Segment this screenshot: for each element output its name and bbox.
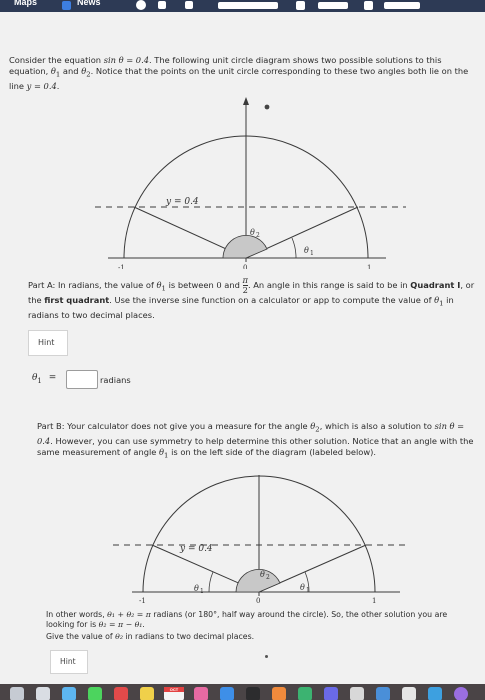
safari-icon[interactable] [62, 687, 76, 700]
line-label: y = 0.4 [166, 197, 199, 207]
intro-text: and [60, 66, 82, 76]
give-value-text: in radians to two decimal places. [122, 632, 255, 641]
theta1-symbol: θ [50, 66, 56, 76]
equation: sin θ = 0.4 [37, 421, 465, 446]
tab-maps[interactable]: Maps [14, 0, 38, 7]
launchpad-icon[interactable] [36, 687, 50, 700]
messages-icon[interactable] [88, 687, 102, 700]
photos-icon[interactable] [194, 687, 208, 700]
part-a-text: . Use the inverse sine function on a calculator or app to compute the value of [109, 295, 435, 305]
part-a-text: Part A: In radians, the value of [28, 280, 157, 290]
app-icon [364, 1, 373, 10]
intro-text: . Notice that the points on the unit circle corresponding to these two angles both lie on the line [9, 66, 469, 91]
line-label: y = 0.4 [180, 544, 213, 554]
app-icon[interactable] [402, 687, 416, 700]
tab-news[interactable]: News [77, 0, 101, 7]
hint-button[interactable] [28, 330, 68, 356]
cursor-dot [265, 655, 268, 658]
theta1-subscript: 1 [306, 587, 310, 594]
app-icon [185, 1, 193, 9]
app-icon[interactable] [376, 687, 390, 700]
unit-label: radians [100, 375, 131, 385]
part-b-text: . However, you can use symmetry to help determine this other solution. Notice that an angle with the same measurement of angle [37, 435, 474, 457]
tick-label-zero: 0 [256, 597, 261, 605]
subscript: 2 [315, 425, 320, 434]
give-value-paragraph [46, 632, 476, 642]
tick-label-one: 1 [372, 597, 377, 605]
theta1-subscript: 1 [310, 250, 314, 257]
intro-paragraph [9, 55, 479, 92]
intro-text: Consider the equation [9, 55, 104, 65]
sum-equation: θ₁ + θ₂ = π [107, 610, 151, 619]
theta2-angle-arc [236, 569, 280, 592]
cursor-dot [265, 105, 270, 110]
equals-sign: = [48, 373, 57, 383]
homework-page [0, 12, 485, 684]
theta1-symbol: θ [159, 446, 165, 457]
equation: sin θ = 0.4 [103, 55, 149, 65]
tick-label-zero: 0 [243, 264, 248, 269]
app-label [384, 2, 420, 9]
part-b-paragraph [37, 421, 477, 461]
theta1-answer-input[interactable] [66, 370, 98, 389]
part-a-text: . An angle in this range is said to be in [247, 280, 408, 290]
part-a-text: , or the [28, 280, 475, 305]
calendar-month: OCT [164, 687, 184, 692]
tick-label-neg-one: -1 [139, 597, 146, 605]
theta1-symbol: θ [32, 373, 38, 383]
part-b-text: , which is also a solution to [319, 421, 435, 431]
app-icon[interactable] [428, 687, 442, 700]
theta1-symbol: θ [156, 280, 162, 290]
app-icon[interactable] [114, 687, 128, 700]
theta1-symbol: θ [434, 295, 440, 305]
theta1-mirror-label: θ [194, 584, 199, 593]
finder-icon[interactable] [10, 687, 24, 700]
app-icon[interactable] [272, 687, 286, 700]
app-icon[interactable] [350, 687, 364, 700]
denominator: 2 [242, 285, 248, 295]
notes-icon[interactable] [140, 687, 154, 700]
app-store-icon[interactable] [220, 687, 234, 700]
theta1-subscript: 1 [200, 588, 204, 595]
subscript: 1 [164, 451, 169, 460]
app-dock [0, 684, 485, 700]
subscript: 1 [37, 376, 42, 385]
part-a-text: is between [165, 280, 217, 290]
pi-symbol: π [242, 275, 248, 285]
part-a-paragraph [28, 276, 478, 321]
part-b-text: Part B: Your calculator does not give you a measure for the angle [37, 421, 311, 431]
theta2-symbol: θ [310, 421, 316, 431]
app-icon [136, 0, 146, 10]
browser-tab-bar [0, 0, 485, 12]
other-words-paragraph [46, 610, 476, 630]
part-a-text: and [221, 280, 243, 290]
unit-circle-diagram-labeled [110, 472, 430, 607]
give-value-text: Give the value of [46, 632, 116, 641]
subscript: 1 [55, 70, 61, 79]
subscript: 1 [439, 299, 444, 308]
difference-equation: θ₂ = π − θ₁ [98, 620, 143, 629]
app-label [318, 2, 348, 9]
intro-text: . [56, 80, 60, 91]
subscript: 1 [161, 284, 166, 293]
hint-button[interactable] [50, 650, 88, 674]
part-b-text: is on the left side of the diagram (labeled below). [168, 446, 377, 457]
quadrant-term: Quadrant I [410, 280, 461, 290]
theta1-label: θ [300, 583, 305, 592]
app-label [218, 2, 278, 9]
app-icon[interactable] [324, 687, 338, 700]
theta2-symbol: θ [81, 66, 87, 76]
part-a-text: in radians to two decimal places. [28, 295, 454, 320]
other-words-text: radians (or 180°, half way around the circle). So, the other solution you are looking for is [46, 610, 448, 629]
other-words-text: In other words, [46, 610, 108, 619]
app-icon [158, 1, 166, 9]
theta2-subscript: 2 [256, 232, 260, 239]
news-app-icon [62, 1, 71, 10]
tick-label-one: 1 [367, 264, 372, 269]
subscript: 2 [86, 70, 91, 79]
first-quadrant-term: first quadrant [44, 295, 110, 305]
theta2-symbol: θ₂ [115, 632, 123, 641]
other-words-text: . [142, 620, 145, 629]
theta2-label: θ [260, 570, 265, 579]
hint-label: Hint [38, 338, 55, 347]
intro-text: . The following unit circle diagram shows two possible solutions to this equation, [9, 55, 442, 76]
y-axis-arrow [243, 97, 249, 105]
app-icon [296, 1, 305, 10]
line-equation: y = 0.4 [26, 80, 57, 91]
calendar-icon[interactable] [164, 687, 184, 700]
theta1-label: θ [304, 246, 309, 255]
theta1-angle-arc [292, 238, 296, 258]
zero-value: 0 [216, 280, 222, 290]
unit-circle-diagram [86, 94, 416, 269]
hint-label: Hint [60, 657, 76, 666]
app-icon[interactable] [298, 687, 312, 700]
app-icon[interactable] [246, 687, 260, 700]
theta2-angle-arc [223, 235, 267, 258]
app-icon[interactable] [454, 687, 468, 700]
answer-row [32, 373, 56, 385]
tick-label-neg-one: -1 [118, 264, 125, 269]
theta1-mirror-angle-arc [209, 572, 213, 592]
theta2-subscript: 2 [266, 574, 270, 581]
theta2-label: θ [250, 228, 255, 237]
